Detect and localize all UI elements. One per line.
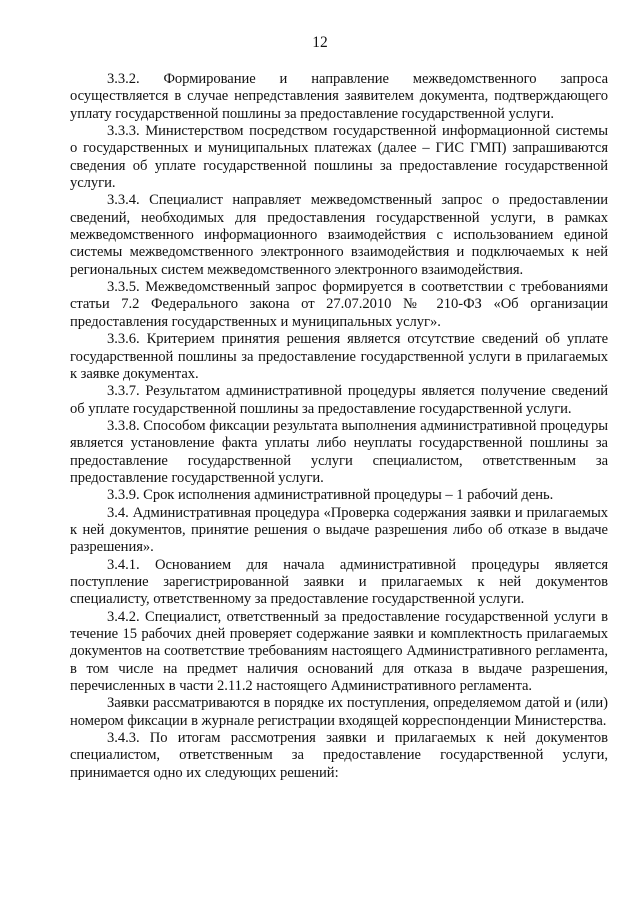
paragraph-3-4-3: 3.4.3. По итогам рассмотрения заявки и прилагаемых к ней документов специалистом, ответственным за предоставление государственной услуги, принимается одно их следующих решений: [70, 730, 608, 781]
paragraph-3-3-5: 3.3.5. Межведомственный запрос формируется в соответствии с требованиями статьи 7.2 Федерального закона от 27.07.2010 № 210-ФЗ «Об организации предоставления государственных и муниципальных услуг». [70, 279, 608, 330]
paragraph-applications-order: Заявки рассматриваются в порядке их поступления, определяемом датой и (или) номером фиксации в журнале регистрации входящей корреспонденции Министерства. [70, 695, 608, 729]
paragraph-3-3-3: 3.3.3. Министерством посредством государственной информационной системы о государственных и муниципальных платежах (далее – ГИС ГМП) запрашиваются сведения об уплате государственной пошлины за предоставление государственной услуги. [70, 123, 608, 192]
page-number: 12 [312, 34, 328, 51]
paragraph-3-4: 3.4. Административная процедура «Проверка содержания заявки и прилагаемых к ней документов, принятие решения о выдаче разрешения либо об отказе в выдаче разрешения». [70, 504, 608, 556]
document-body [70, 71, 608, 782]
paragraph-3-3-6: 3.3.6. Критерием принятия решения является отсутствие сведений об уплате государственной пошлины за предоставление государственной услуги в прилагаемых к заявке документах. [70, 331, 608, 382]
paragraph-3-3-9: 3.3.9. Срок исполнения административной процедуры – 1 рабочий день. [107, 487, 554, 504]
paragraph-3-3-4: 3.3.4. Специалист направляет межведомственный запрос о предоставлении сведений, необходимых для предоставления государственной услуги, в рамках межведомственного информационного взаимодействия с использованием единой системы межведомственного электронного взаимодействия и подключаемых к ней региональных систем межведомственного электронного взаимодействия. [70, 192, 608, 278]
paragraph-3-4-1: 3.4.1. Основанием для начала административной процедуры является поступление зарегистрированной заявки и прилагаемых к ней документов специалисту, ответственному за предоставление государственной услуги. [70, 556, 608, 608]
paragraph-3-3-7: 3.3.7. Результатом административной процедуры является получение сведений об уплате государственной пошлины за предоставление государственной услуги. [70, 383, 608, 417]
paragraph-3-3-8: 3.3.8. Способом фиксации результата выполнения административной процедуры является установление факта уплаты либо неуплаты государственной пошлины за предоставление государственной услуги специалистом, ответственным за предоставление государственной услуги. [70, 417, 608, 486]
paragraph-3-4-2: 3.4.2. Специалист, ответственный за предоставление государственной услуги в течение 15 рабочих дней проверяет содержание заявки и комплектность прилагаемых документов на соответствие требованиям настоящего Административного регламента, в том числе на предмет наличия оснований для отказа в выдаче разрешения, перечисленных в части 2.11.2 настоящего Административного регламента. [70, 608, 608, 695]
paragraph-3-3-2: 3.3.2. Формирование и направление межведомственного запроса осуществляется в случае непредставления заявителем документа, подтверждающего уплату государственной пошлины за предоставление государственной услуги. [70, 71, 608, 122]
